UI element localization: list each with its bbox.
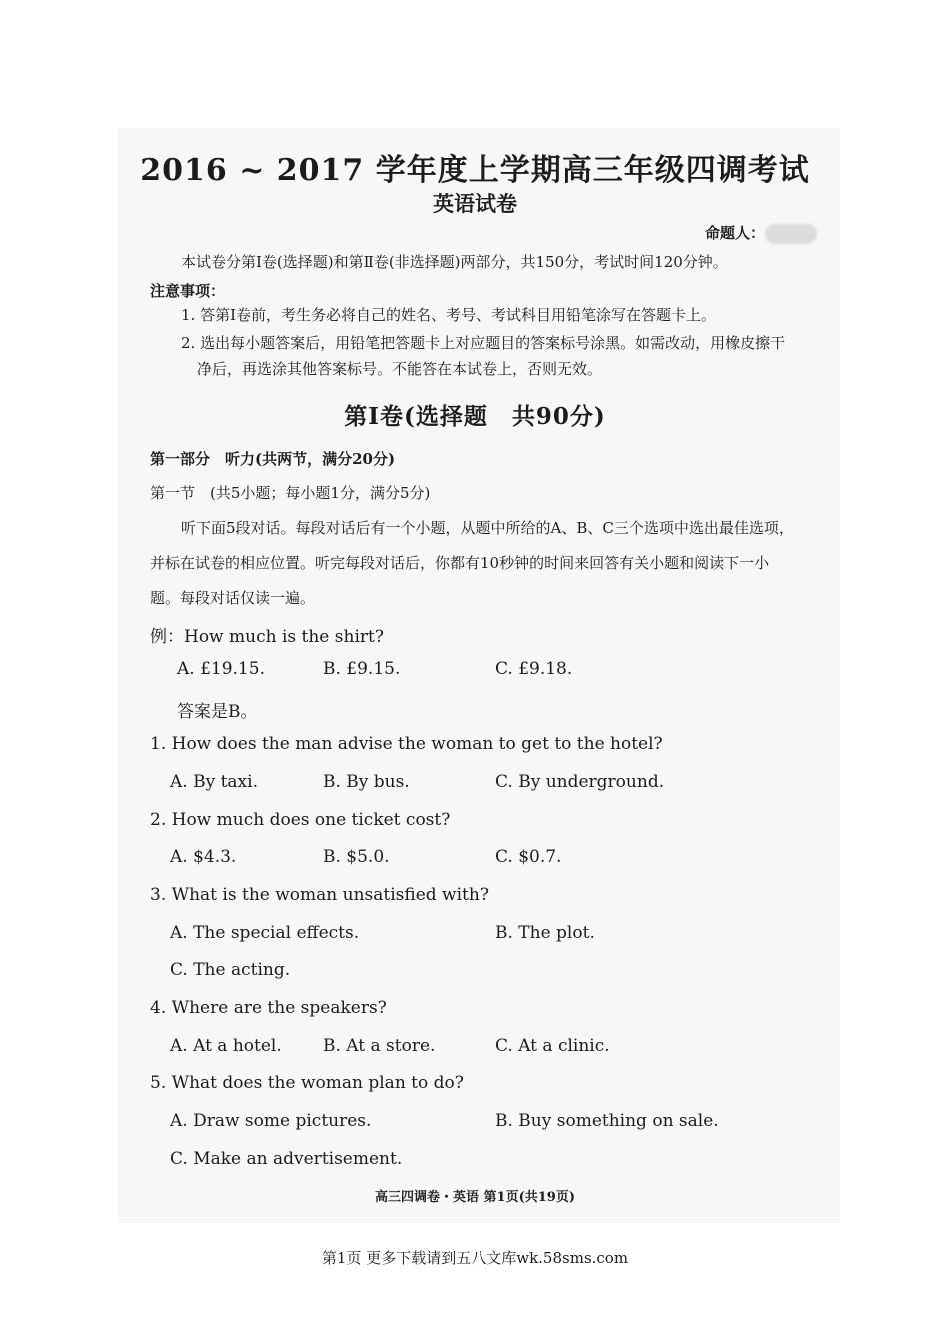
notes-title: 注意事项：	[150, 282, 226, 300]
question-4-option-c: C. At a clinic.	[495, 1036, 610, 1056]
instruction-line-2: 并标在试卷的相应位置。听完每段对话后，你都有10秒钟的时间来回答有关小题和阅读下一小	[150, 554, 770, 572]
question-5: 5. What does the woman plan to do?	[150, 1073, 464, 1093]
question-1-option-a: A. By taxi.	[170, 772, 258, 792]
question-1-option-c: C. By underground.	[495, 772, 665, 792]
instruction-line-1: 听下面5段对话。每段对话后有一个小题，从题中所给的A、B、C三个选项中选出最佳选项，	[181, 519, 794, 537]
example-option-b: B. £9.15.	[323, 659, 401, 679]
instruction-line-3: 题。每段对话仅读一遍。	[150, 589, 316, 607]
note-2-line-2: 净后，再选涂其他答案标号。不能答在本试卷上，否则无效。	[197, 360, 603, 378]
exam-subtitle: 英语试卷	[433, 191, 517, 216]
note-2-line-1: 2. 选出每小题答案后，用铅笔把答题卡上对应题目的答案标号涂黑。如需改动，用橡皮擦干	[181, 334, 786, 352]
question-4-option-b: B. At a store.	[323, 1036, 436, 1056]
question-2-option-a: A. $4.3.	[170, 847, 237, 867]
example-option-c: C. £9.18.	[495, 659, 573, 679]
example-answer: 答案是B。	[177, 702, 258, 722]
question-5-option-a: A. Draw some pictures.	[170, 1111, 372, 1131]
question-2-option-b: B. $5.0.	[323, 847, 390, 867]
note-1: 1. 答第Ⅰ卷前，考生务必将自己的姓名、考号、考试科目用铅笔涂写在答题卡上。	[181, 306, 717, 324]
question-1: 1. How does the man advise the woman to get to the hotel?	[150, 734, 663, 754]
section-title: 第Ⅰ卷(选择题 共90分)	[344, 403, 606, 430]
question-3-option-b: B. The plot.	[495, 923, 595, 943]
exam-intro: 本试卷分第Ⅰ卷(选择题)和第Ⅱ卷(非选择题)两部分，共150分，考试时间120分钟。	[181, 253, 728, 271]
question-2-option-c: C. $0.7.	[495, 847, 562, 867]
exam-title: 2016 ~ 2017 学年度上学期高三年级四调考试	[140, 153, 810, 188]
author-line	[705, 222, 817, 244]
question-4: 4. Where are the speakers?	[150, 998, 387, 1018]
author-redaction	[765, 224, 817, 244]
question-3-option-c: C. The acting.	[170, 960, 291, 980]
author-label: 命题人：	[705, 224, 766, 242]
part-1-heading: 第一部分 听力(共两节，满分20分)	[150, 450, 396, 468]
question-5-option-b: B. Buy something on sale.	[495, 1111, 719, 1131]
question-5-option-c: C. Make an advertisement.	[170, 1149, 403, 1169]
question-1-option-b: B. By bus.	[323, 772, 410, 792]
download-footer: 第1页 更多下载请到五八文库wk.58sms.com	[321, 1249, 629, 1267]
question-3: 3. What is the woman unsatisfied with?	[150, 885, 489, 905]
exam-page-footer: 高三四调卷・英语 第1页(共19页)	[375, 1190, 575, 1205]
example-option-a: A. £19.15.	[177, 659, 265, 679]
question-2: 2. How much does one ticket cost?	[150, 810, 451, 830]
example-question: 例：How much is the shirt?	[150, 627, 384, 647]
section-1-heading: 第一节 (共5小题；每小题1分，满分5分)	[150, 484, 431, 502]
question-4-option-a: A. At a hotel.	[170, 1036, 282, 1056]
question-3-option-a: A. The special effects.	[170, 923, 360, 943]
